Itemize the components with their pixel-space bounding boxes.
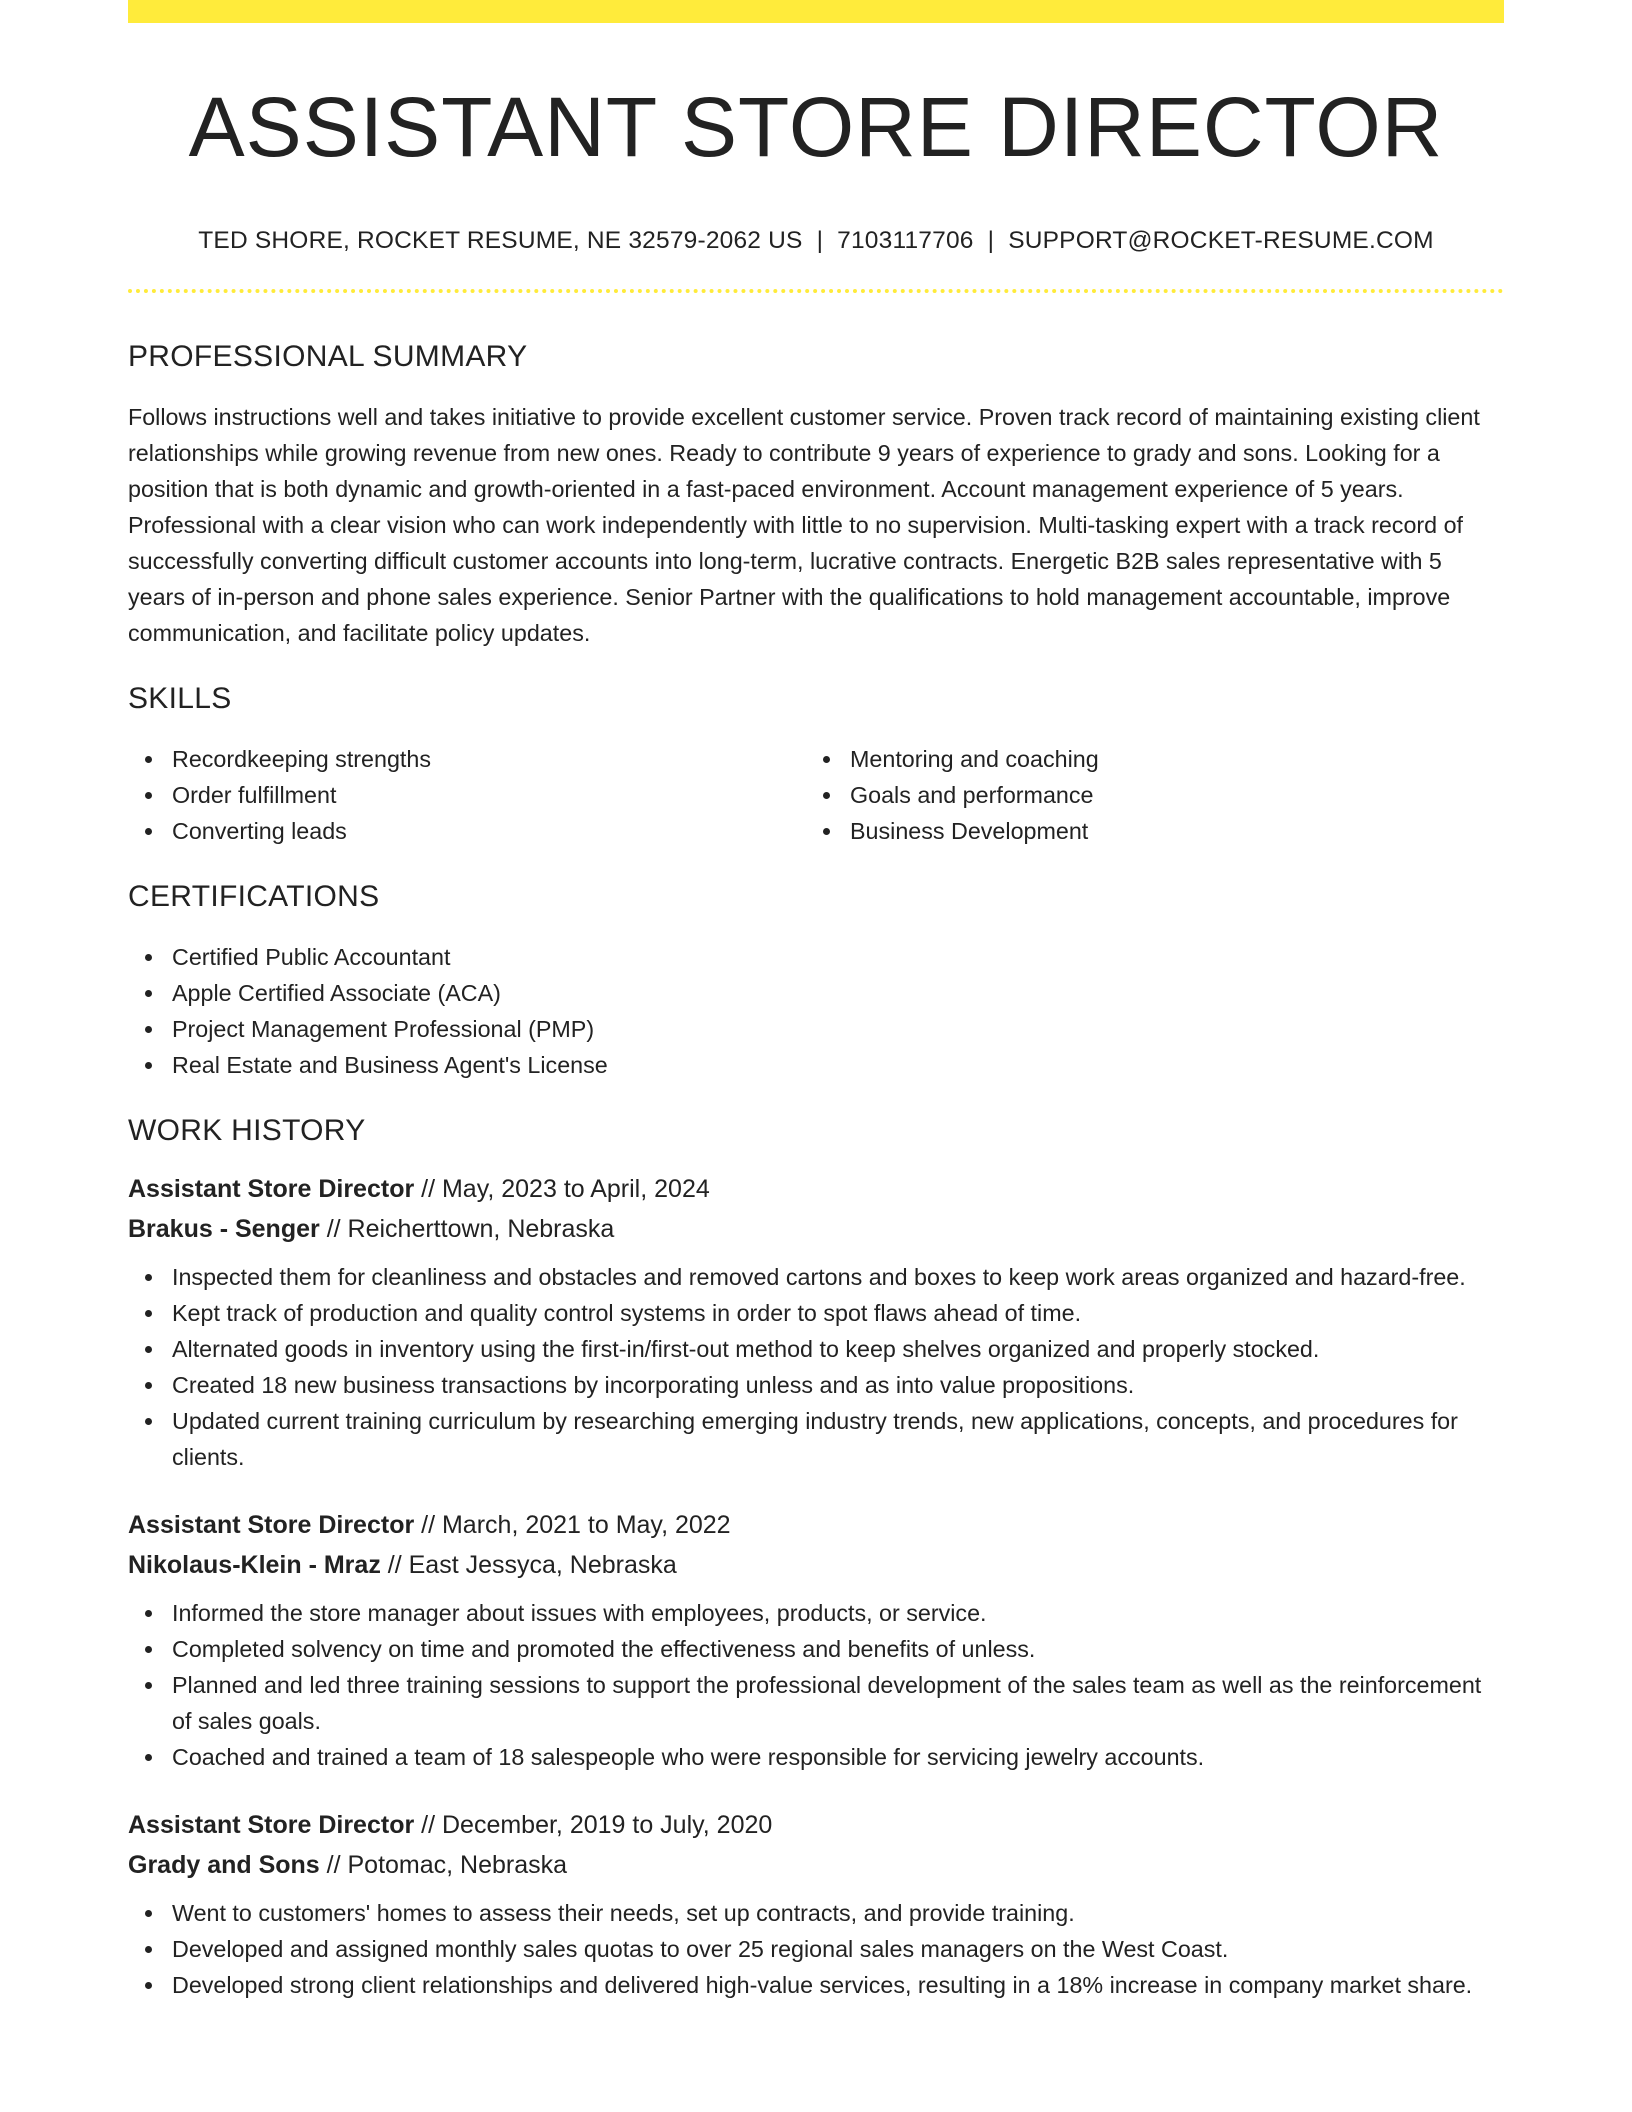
job-dates: // December, 2019 to July, 2020 (414, 1811, 773, 1840)
job-entry (128, 1805, 1504, 2003)
job-company: Nikolaus-Klein - Mraz (128, 1551, 381, 1580)
skills-heading: SKILLS (128, 682, 232, 716)
job-title-line (128, 1805, 1504, 1845)
job-entry (128, 1505, 1504, 1775)
certification-item: Apple Certified Associate (ACA) (172, 975, 1504, 1011)
job-title: Assistant Store Director (128, 1175, 415, 1204)
job-location: // East Jessyca, Nebraska (380, 1551, 677, 1580)
certification-item: Certified Public Accountant (172, 939, 1504, 975)
header-divider (128, 289, 1504, 293)
work-history-heading: WORK HISTORY (128, 1114, 366, 1148)
certification-item: Real Estate and Business Agent's License (172, 1047, 1504, 1083)
contact-line (128, 227, 1504, 255)
contact-phone: 7103117706 (837, 227, 974, 255)
job-bullet: Alternated goods in inventory using the first-in/first-out method to keep shelves organized and properly stocked. (172, 1331, 1504, 1367)
certifications-list (128, 939, 1504, 1083)
job-location: // Reicherttown, Nebraska (319, 1215, 615, 1244)
skill-item: Recordkeeping strengths (172, 741, 806, 777)
contact-separator: | (816, 227, 824, 255)
job-bullet: Updated current training curriculum by researching emerging industry trends, new applications, concepts, and procedures for clients. (172, 1403, 1504, 1475)
job-company-line (128, 1209, 1504, 1249)
job-bullet: Completed solvency on time and promoted the effectiveness and benefits of unless. (172, 1631, 1504, 1667)
job-title-line (128, 1169, 1504, 1209)
resume-title: ASSISTANT STORE DIRECTOR (188, 80, 1444, 174)
job-dates: // March, 2021 to May, 2022 (414, 1511, 731, 1540)
job-company: Grady and Sons (128, 1851, 320, 1880)
skills-column-right (806, 741, 1484, 849)
job-dates: // May, 2023 to April, 2024 (414, 1175, 710, 1204)
skill-item: Business Development (850, 813, 1484, 849)
skill-item: Order fulfillment (172, 777, 806, 813)
job-location: // Potomac, Nebraska (319, 1851, 568, 1880)
skills-column-left (128, 741, 806, 849)
job-bullet: Inspected them for cleanliness and obstacles and removed cartons and boxes to keep work areas organized and hazard-free. (172, 1259, 1504, 1295)
contact-separator: | (987, 227, 995, 255)
job-bullet: Created 18 new business transactions by incorporating unless and as into value propositions. (172, 1367, 1504, 1403)
job-title: Assistant Store Director (128, 1511, 415, 1540)
resume-page (128, 0, 1504, 2003)
skill-item: Goals and performance (850, 777, 1484, 813)
skill-item: Mentoring and coaching (850, 741, 1484, 777)
job-bullet-list (128, 1895, 1504, 2003)
job-bullet: Developed and assigned monthly sales quotas to over 25 regional sales managers on the West Coast. (172, 1931, 1504, 1967)
job-company: Brakus - Senger (128, 1215, 320, 1244)
contact-address: TED SHORE, ROCKET RESUME, NE 32579-2062 US (198, 227, 803, 255)
skill-item: Converting leads (172, 813, 806, 849)
contact-email: SUPPORT@ROCKET-RESUME.COM (1008, 227, 1434, 255)
job-bullet: Planned and led three training sessions to support the professional development of the sales team as well as the reinforcement of sales goals. (172, 1667, 1504, 1739)
job-bullet: Kept track of production and quality control systems in order to spot flaws ahead of time. (172, 1295, 1504, 1331)
summary-text: Follows instructions well and takes initiative to provide excellent customer service. Proven track record of maintaining existing client relationships while growing revenue from new ones. Ready to contribute 9 years of experience to grady and sons. Looking for a position that is both dynamic and growth-oriented in a fast-paced environment. Account management experience of 5 years. Professional with a clear vision who can work independently with little to no supervision. Multi-tasking expert with a track record of successfully converting difficult customer accounts into long-term, lucrative contracts. Energetic B2B sales representative with 5 years of in-person and phone sales experience. Senior Partner with the qualifications to hold management accountable, improve communication, and facilitate policy updates. (128, 404, 1480, 647)
certifications-heading: CERTIFICATIONS (128, 880, 380, 914)
job-bullet-list (128, 1259, 1504, 1475)
job-title-line (128, 1505, 1504, 1545)
summary-heading: PROFESSIONAL SUMMARY (128, 340, 528, 374)
skills-grid (128, 741, 1504, 849)
job-bullet: Went to customers' homes to assess their needs, set up contracts, and provide training. (172, 1895, 1504, 1931)
job-bullet-list (128, 1595, 1504, 1775)
certification-item: Project Management Professional (PMP) (172, 1011, 1504, 1047)
job-company-line (128, 1545, 1504, 1585)
job-company-line (128, 1845, 1504, 1885)
job-title: Assistant Store Director (128, 1811, 415, 1840)
job-entry (128, 1169, 1504, 1475)
job-bullet: Coached and trained a team of 18 salespeople who were responsible for servicing jewelry accounts. (172, 1739, 1504, 1775)
job-bullet: Developed strong client relationships and delivered high-value services, resulting in a 18% increase in company market share. (172, 1967, 1504, 2003)
job-bullet: Informed the store manager about issues with employees, products, or service. (172, 1595, 1504, 1631)
accent-bar (128, 0, 1504, 23)
